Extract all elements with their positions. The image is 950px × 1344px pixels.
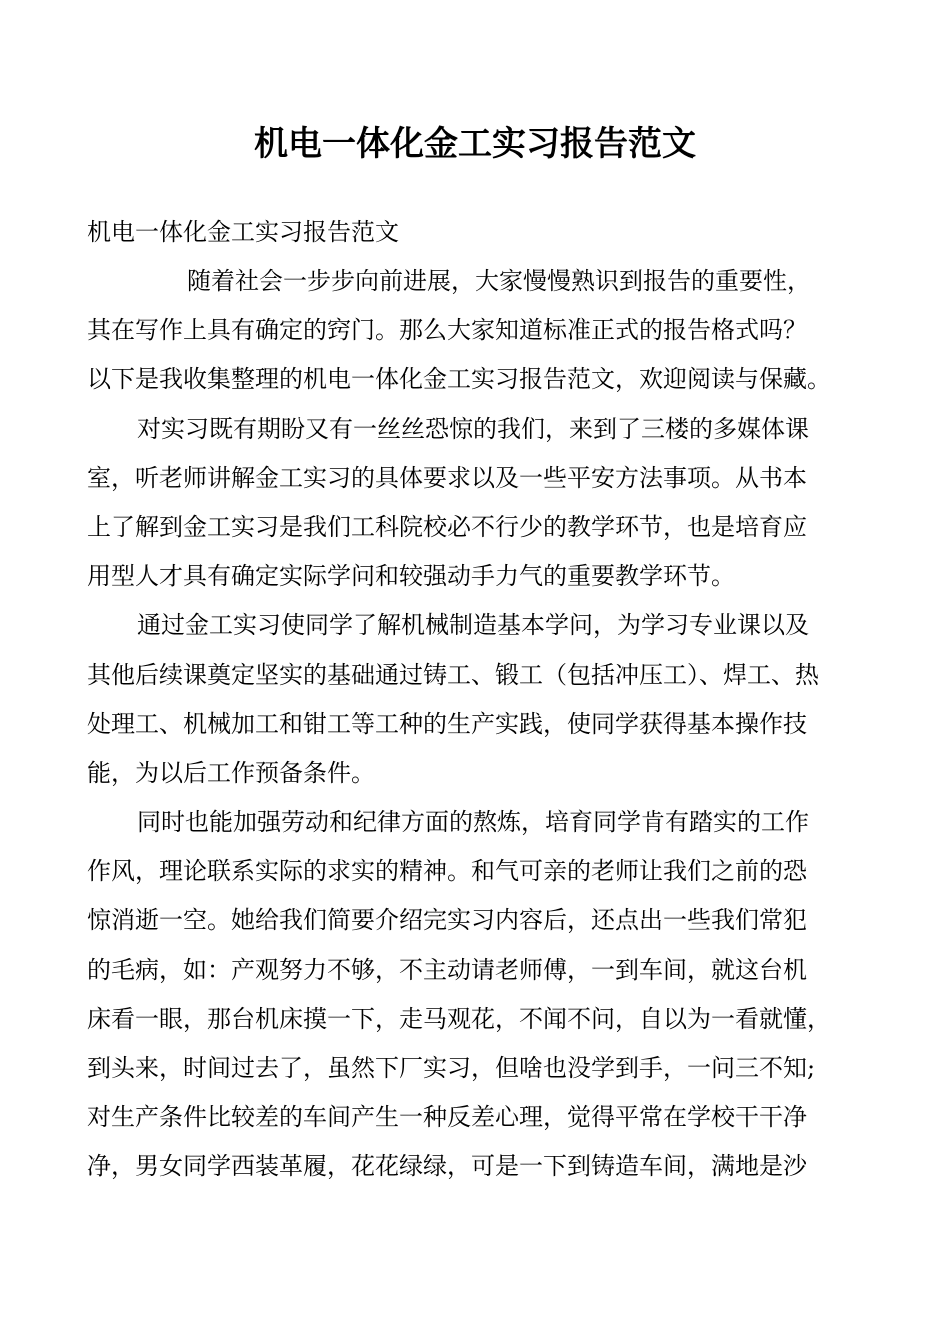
- document-body: [87, 257, 877, 1192]
- text-line: 能，为以后工作预备条件。: [87, 758, 375, 787]
- text-line: 对实习既有期盼又有一丝丝恐惊的我们，来到了三楼的多媒体课: [137, 414, 809, 443]
- text-line: 其他后续课奠定坚实的基础通过铸工、锻工（包括冲压工）、焊工、热: [87, 660, 819, 689]
- text-line: 通过金工实习使同学了解机械制造基本学问，为学习专业课以及: [137, 611, 809, 640]
- text-line: 净，男女同学西装革履，花花绿绿，可是一下到铸造车间，满地是沙: [87, 1152, 807, 1181]
- text-line: 的毛病，如：产观努力不够，不主动请老师傅，一到车间，就这台机: [87, 955, 807, 984]
- text-line: 处理工、机械加工和钳工等工种的生产实践，使同学获得基本操作技: [87, 709, 807, 738]
- text-line: 到头来，时间过去了，虽然下厂实习，但啥也没学到手，一问三不知;: [87, 1054, 816, 1082]
- text-line: 以下是我收集整理的机电一体化金工实习报告范文，欢迎阅读与保藏。: [87, 365, 831, 394]
- document-subtitle: 机电一体化金工实习报告范文: [87, 218, 399, 246]
- text-line: 用型人才具有确定实际学问和较强动手力气的重要教学环节。: [87, 562, 735, 591]
- text-line: 上了解到金工实习是我们工科院校必不行少的教学环节，也是培育应: [87, 512, 807, 541]
- text-line: 对生产条件比较差的车间产生一种反差心理，觉得平常在学校干干净: [87, 1103, 807, 1132]
- text-line: 床看一眼，那台机床摸一下，走马观花，不闻不问，自以为一看就懂，: [87, 1004, 831, 1033]
- text-line: 同时也能加强劳动和纪律方面的熬炼，培育同学肯有踏实的工作: [137, 808, 809, 837]
- text-line: 惊消逝一空。她给我们简要介绍完实习内容后，还点出一些我们常犯: [87, 906, 807, 935]
- text-line: 随着社会一步步向前进展，大家慢慢熟识到报告的重要性，: [187, 267, 811, 295]
- document-title: 机电一体化金工实习报告范文: [254, 124, 696, 164]
- text-line: 作风，理论联系实际的求实的精神。和气可亲的老师让我们之前的恐: [87, 857, 807, 886]
- text-line: 室，听老师讲解金工实习的具体要求以及一些平安方法事项。从书本: [87, 463, 807, 492]
- text-line: 其在写作上具有确定的窍门。那么大家知道标准正式的报告格式吗？: [87, 316, 807, 345]
